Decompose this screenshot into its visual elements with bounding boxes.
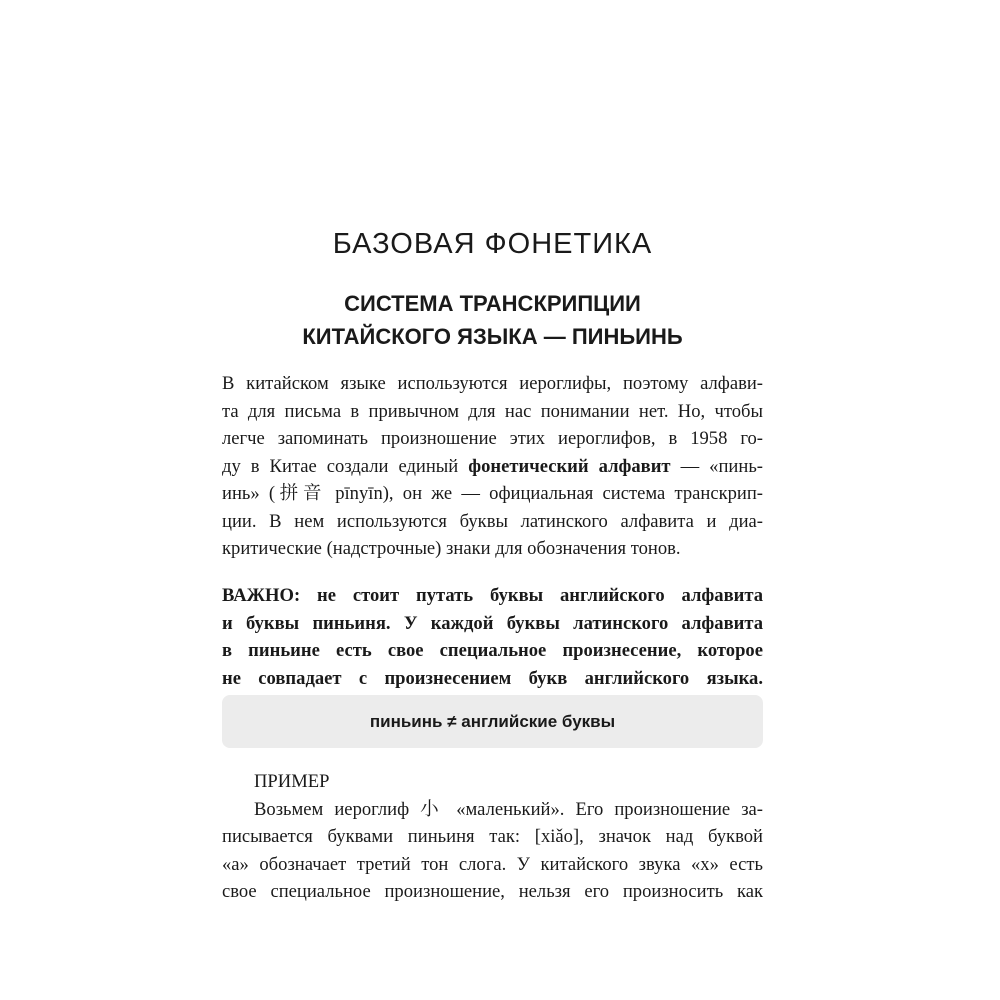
text-line: в пиньине есть свое специальное произнесение, которое — [222, 640, 763, 661]
text-fragment: — «пинь- — [670, 455, 763, 477]
text-line: критические (надстрочные) знаки для обозначения тонов. — [222, 538, 681, 559]
text-line — [222, 453, 763, 481]
text-line: свое специальное произношение, нельзя его произносить как — [222, 881, 763, 902]
section-title — [222, 287, 763, 353]
text-line: В китайском языке используются иероглифы, поэтому алфави- — [222, 373, 763, 394]
text-line: «a» обозначает третий тон слога. У китайского звука «x» есть — [222, 853, 763, 875]
chapter-title: БАЗОВАЯ ФОНЕТИКА — [332, 228, 653, 260]
text-line: ции. В нем используются буквы латинского алфавита и диа- — [222, 510, 763, 532]
text-line: писывается буквами пиньиня так: [xiǎo], значок над буквой — [222, 826, 763, 847]
callout-box: пиньинь ≠ английские буквы — [222, 695, 763, 748]
text-fragment: ду в Китае создали единый — [222, 455, 469, 477]
text-line: и буквы пиньиня. У каждой буквы латинского алфавита — [222, 612, 763, 634]
text-line: та для письма в привычном для нас понимании нет. Но, чтобы — [222, 400, 763, 422]
example-label: ПРИМЕР — [254, 771, 330, 792]
section-title-line-2: КИТАЙСКОГО ЯЗЫКА — ПИНЬИНЬ — [302, 324, 683, 349]
text-line: легче запоминать произношение этих иероглифов, в 1958 го- — [222, 428, 763, 449]
section-title-line-1: СИСТЕМА ТРАНСКРИПЦИИ — [344, 291, 641, 316]
text-line: ВАЖНО: не стоит путать буквы английского алфавита — [222, 585, 763, 606]
text-line: не совпадает с произнесением букв английского языка. — [222, 667, 763, 689]
important-note — [222, 582, 763, 692]
text-line: инь» (拼音 pīnyīn), он же — официальная система транскрип- — [222, 483, 763, 504]
example-section — [222, 768, 763, 906]
bold-term: фонетический алфавит — [468, 455, 671, 477]
book-page — [222, 0, 763, 1000]
intro-paragraph — [222, 370, 763, 563]
text-line: Возьмем иероглиф 小 «маленький». Его произношение за- — [254, 798, 763, 820]
